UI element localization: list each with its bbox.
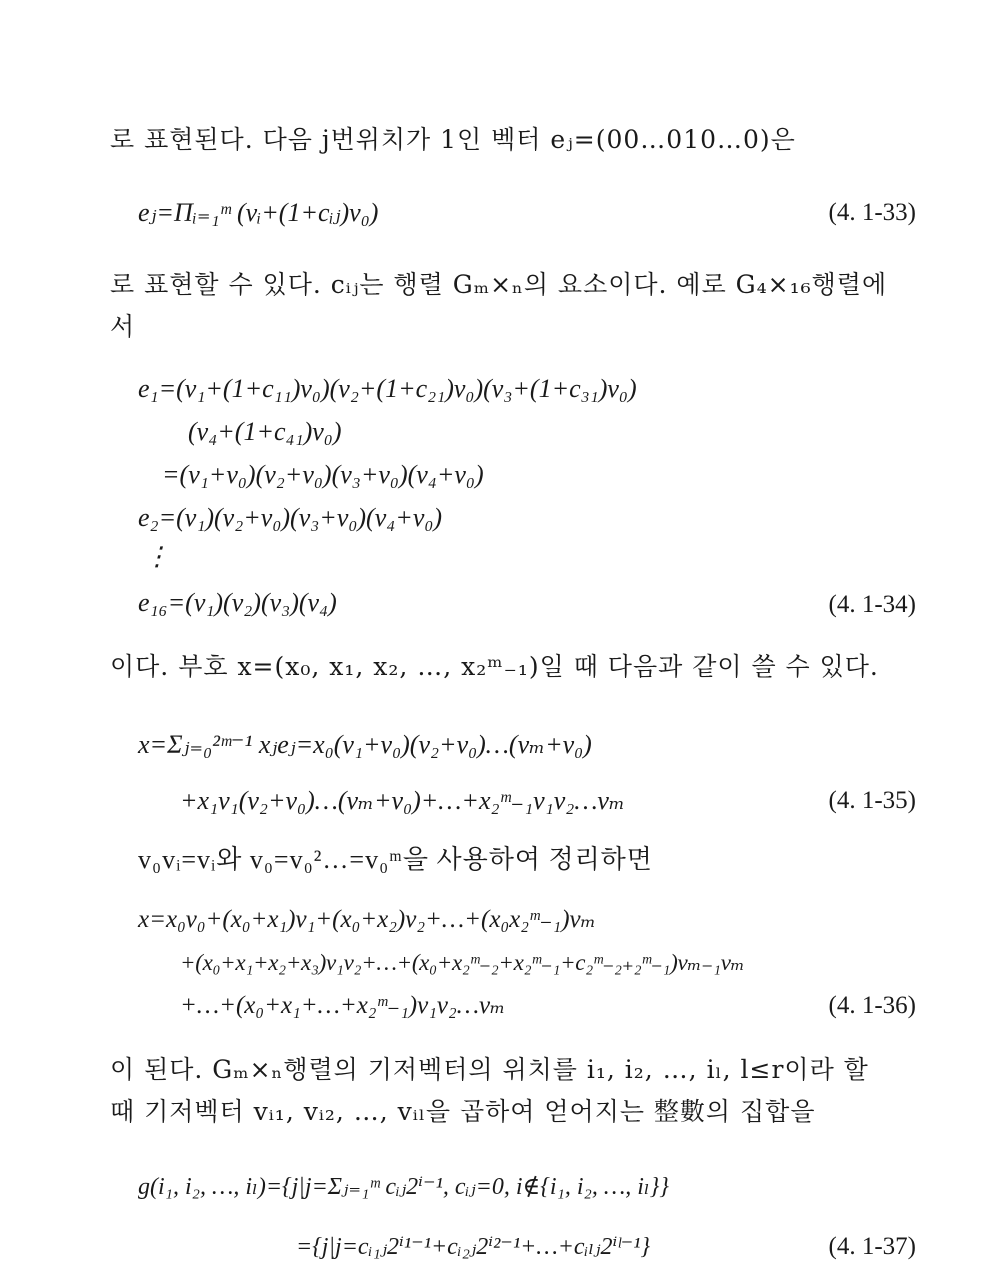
equation-number-4-1-37: (4. 1-37) xyxy=(828,1233,916,1260)
text-line-3: 서 xyxy=(110,312,136,341)
equation-4-1-37-row1: g(i₁, i₂, …, iₗ)={j|j=Σⱼ₌₁ᵐ cᵢⱼ2ⁱ⁻¹, cᵢⱼ=0, i∉{i₁, i₂, …, iₗ}} xyxy=(138,1174,669,1200)
equation-e16: e₁₆=(v₁)(v₂)(v₃)(v₄) xyxy=(138,588,337,617)
text-line-5: v₀vᵢ=vᵢ와 v₀=v₀²…=v₀ᵐ을 사용하여 정리하면 xyxy=(138,845,653,874)
text-line-4: 이다. 부호 x=(x₀, x₁, x₂, …, x₂ᵐ₋₁)일 때 다음과 같이 쓸 수 있다. xyxy=(110,652,879,681)
equation-e1-row2: (v₄+(1+c₄₁)v₀) xyxy=(188,417,342,446)
equation-number-4-1-33: (4. 1-33) xyxy=(828,199,916,226)
vertical-ellipsis: ⋮ xyxy=(144,542,170,571)
equation-4-1-36-row3: +…+(x₀+x₁+…+x₂ᵐ₋₁)v₁v₂…vₘ xyxy=(180,992,506,1019)
text-line-6: 이 된다. Gₘ×ₙ행렬의 기저벡터의 위치를 i₁, i₂, …, iₗ, l≤r이라 할 xyxy=(110,1055,869,1084)
equation-4-1-36-row2: +(x₀+x₁+x₂+x₃)v₁v₂+…+(x₀+x₂ᵐ₋₂+x₂ᵐ₋₁+c₂ᵐ₋₂₊₂ᵐ₋₁)vₘ₋₁vₘ xyxy=(180,950,745,975)
equation-4-1-35-row1: x=Σⱼ₌₀²ᵐ⁻¹ xⱼeⱼ=x₀(v₁+v₀)(v₂+v₀)…(vₘ+v₀) xyxy=(138,730,592,759)
equation-number-4-1-35: (4. 1-35) xyxy=(828,787,916,814)
equation-e2: e₂=(v₁)(v₂+v₀)(v₃+v₀)(v₄+v₀) xyxy=(138,503,443,532)
equation-number-4-1-34: (4. 1-34) xyxy=(828,591,916,618)
equation-e1-row3: =(v₁+v₀)(v₂+v₀)(v₃+v₀)(v₄+v₀) xyxy=(162,460,484,489)
equation-4-1-35-row2: +x₁v₁(v₂+v₀)…(vₘ+v₀)+…+x₂ᵐ₋₁v₁v₂…vₘ xyxy=(180,786,625,815)
equation-e1-row1: e₁=(v₁+(1+c₁₁)v₀)(v₂+(1+c₂₁)v₀)(v₃+(1+c₃₁)v₀) xyxy=(138,374,637,403)
equation-4-1-33: eⱼ=Πᵢ₌₁ᵐ (vᵢ+(1+cᵢⱼ)v₀) xyxy=(138,198,379,227)
equation-4-1-36-row1: x=x₀v₀+(x₀+x₁)v₁+(x₀+x₂)v₂+…+(x₀x₂ᵐ₋₁)vₘ xyxy=(138,906,596,933)
text-line-2: 로 표현할 수 있다. cᵢⱼ는 행렬 Gₘ×ₙ의 요소이다. 예로 G₄×₁₆행렬에 xyxy=(110,270,888,299)
text-line-1: 로 표현된다. 다음 j번위치가 1인 벡터 eⱼ=(00…010…0)은 xyxy=(110,125,796,154)
text-line-7: 때 기저벡터 vᵢ₁, vᵢ₂, …, vᵢₗ을 곱하여 얻어지는 整數의 집합을 xyxy=(110,1097,816,1126)
equation-number-4-1-36: (4. 1-36) xyxy=(828,992,916,1019)
equation-4-1-37-row2: ={j|j=cᵢ₁ⱼ2ⁱ¹⁻¹+cᵢ₂ⱼ2ⁱ²⁻¹+…+cᵢₗⱼ2ⁱˡ⁻¹} xyxy=(296,1234,651,1260)
